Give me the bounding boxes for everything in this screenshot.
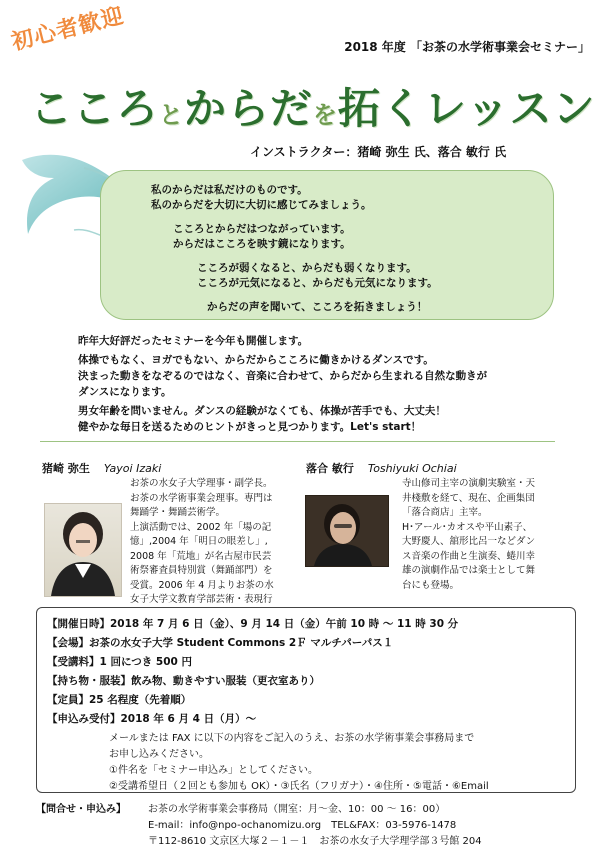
bio-line: 舞踊学・舞踊芸術学。 [130, 507, 226, 518]
message-line: こころが弱くなると、からだも弱くなります。 [197, 262, 417, 274]
bio-line: 寺山修司主宰の演劇実験室・天 [402, 478, 536, 489]
instructor1-bio [130, 477, 300, 622]
message-line: からだはこころを映す鏡になります。 [173, 238, 351, 250]
contact-office: お茶の水学術事業会事務局（開室：月～金、10：00 ～ 16：00） [148, 804, 446, 815]
intro-line: 昨年大好評だったセミナーを今年も開催します。 [78, 335, 309, 347]
message-line: 私のからだを大切に大切に感じてみましょう。 [151, 199, 372, 211]
apply-detail: ①件名を「セミナー申込み」としてください。 [109, 765, 318, 776]
bio-line: H･アール･カオスや平山素子、 [402, 521, 533, 533]
intro-line: 体操でもなく、ヨガでもない、からだからこころに働きかけるダンスです。 [78, 354, 434, 366]
message-line: からだの声を聞いて、こころを拓きましょう！ [207, 301, 428, 313]
message-line: 私のからだは私だけのものです。 [151, 184, 308, 196]
bio-line: 台にも登場。 [402, 579, 460, 591]
page-title [30, 76, 596, 133]
event-capacity: 【定員】25 名程度（先着順） [47, 694, 192, 706]
message-box [100, 170, 554, 320]
bio-line: 「落合商店」主宰。 [402, 507, 488, 518]
instructor1-name-jp: 猪崎 弥生 [42, 462, 90, 475]
bio-line: 雄の演劇作品では楽士として舞 [402, 565, 536, 576]
intro-line: 決まった動きをなぞるのではなく、音楽に合わせて、からだから生まれる自然な動きが [78, 370, 488, 382]
intro-line: 男女年齢を問いません。ダンスの経験がなくても、体操が苦手でも、大丈夫！ [78, 405, 446, 417]
instructor2-name [306, 460, 457, 476]
instructor1-name-roman: Yayoi Izaki [103, 462, 162, 475]
seminar-subtitle: 2018 年度 「お茶の水学術事業会セミナー」 [344, 40, 590, 54]
bio-line: 2008 年「荒地」が名古屋市民芸 [130, 550, 272, 562]
instructor2-name-roman: Toshiyuki Ochiai [367, 462, 457, 475]
event-items: 【持ち物・服装】飲み物、動きやすい服装（更衣室あり） [47, 675, 320, 687]
contact-label: 【問合せ・申込み】 [36, 804, 126, 815]
message-line: こころが元気になると、からだも元気になります。 [197, 277, 438, 289]
apply-detail: メールまたは FAX に以下の内容をご記入のうえ、お茶の水学術事業会事務局まで [109, 733, 475, 744]
section-divider [40, 441, 555, 442]
bio-line: お茶の水女子大学理事・副学長。 [130, 478, 273, 489]
event-apply: 【申込み受付】2018 年 6 月 4 日（月）～ [47, 713, 257, 725]
bio-line: 受賞。2006 年 4 月よりお茶の水 [130, 579, 274, 591]
bio-line: 術祭審査員特別賞（舞踊部門）を [130, 565, 273, 576]
title-part-kokoro: こころ [30, 84, 160, 133]
bio-line: お茶の水学術事業会理事。専門は [130, 492, 273, 504]
bio-line: 憶」,2004 年「明日の眼差し」, [130, 536, 268, 547]
event-date: 【開催日時】2018 年 7 月 6 日（金）、9 月 14 日（金）午前 10 時 ～ 11 時 30 分 [47, 618, 459, 630]
bio-line: 上演活動では、2002 年「場の記 [130, 521, 272, 533]
bio-line: 女子大学文教育学部芸術・表現行 [130, 594, 273, 605]
intro-line: ダンスになります。 [78, 386, 172, 398]
title-particle-wo: を [313, 101, 339, 129]
intro-line: 健やかな毎日を送るためのヒントがきっと見つかります。Let's start！ [78, 421, 422, 433]
apply-detail: お申し込みください。 [109, 749, 209, 760]
instructor2-photo [305, 495, 389, 567]
apply-detail: ②受講希望日（２回とも参加も OK）・③氏名（フリガナ）・④住所・⑤電話・⑥Email [109, 781, 489, 792]
contact-address: 〒112-8610 文京区大塚２－１－１ お茶の水女子大学理学部３号館 204 [148, 836, 482, 847]
contact-email-fax: E-mail：info@npo-ochanomizu.org TEL&FAX：03-5976-1478 [148, 820, 457, 831]
instructor-line: インストラクター：猪崎 弥生 氏、落合 敏行 氏 [250, 145, 507, 159]
bio-line: 井棧敷を経て、現在、企画集団 [402, 492, 535, 504]
bio-line: ス音楽の作曲と生演奏、蜷川幸 [402, 550, 536, 562]
beginners-welcome-badge: 初心者歓迎 [9, 3, 127, 56]
title-part-lesson: 拓くレッスン [338, 84, 596, 133]
instructor1-name [42, 460, 161, 476]
instructor2-name-jp: 落合 敏行 [306, 462, 354, 475]
bio-line: 大野慶人、舘形比呂一などダン [402, 536, 536, 547]
instructor2-bio [402, 477, 577, 593]
event-fee: 【受講料】1 回につき 500 円 [47, 656, 192, 668]
event-venue: 【会場】お茶の水女子大学 Student Commons 2Ｆ マルチパーパス１ [47, 637, 394, 649]
instructor1-photo [44, 503, 122, 597]
title-part-karada: からだ [184, 84, 314, 133]
event-info-box [36, 607, 576, 793]
message-line: こころとからだはつながっています。 [173, 223, 351, 235]
contact-section [36, 800, 576, 856]
title-particle-to: と [159, 101, 185, 129]
